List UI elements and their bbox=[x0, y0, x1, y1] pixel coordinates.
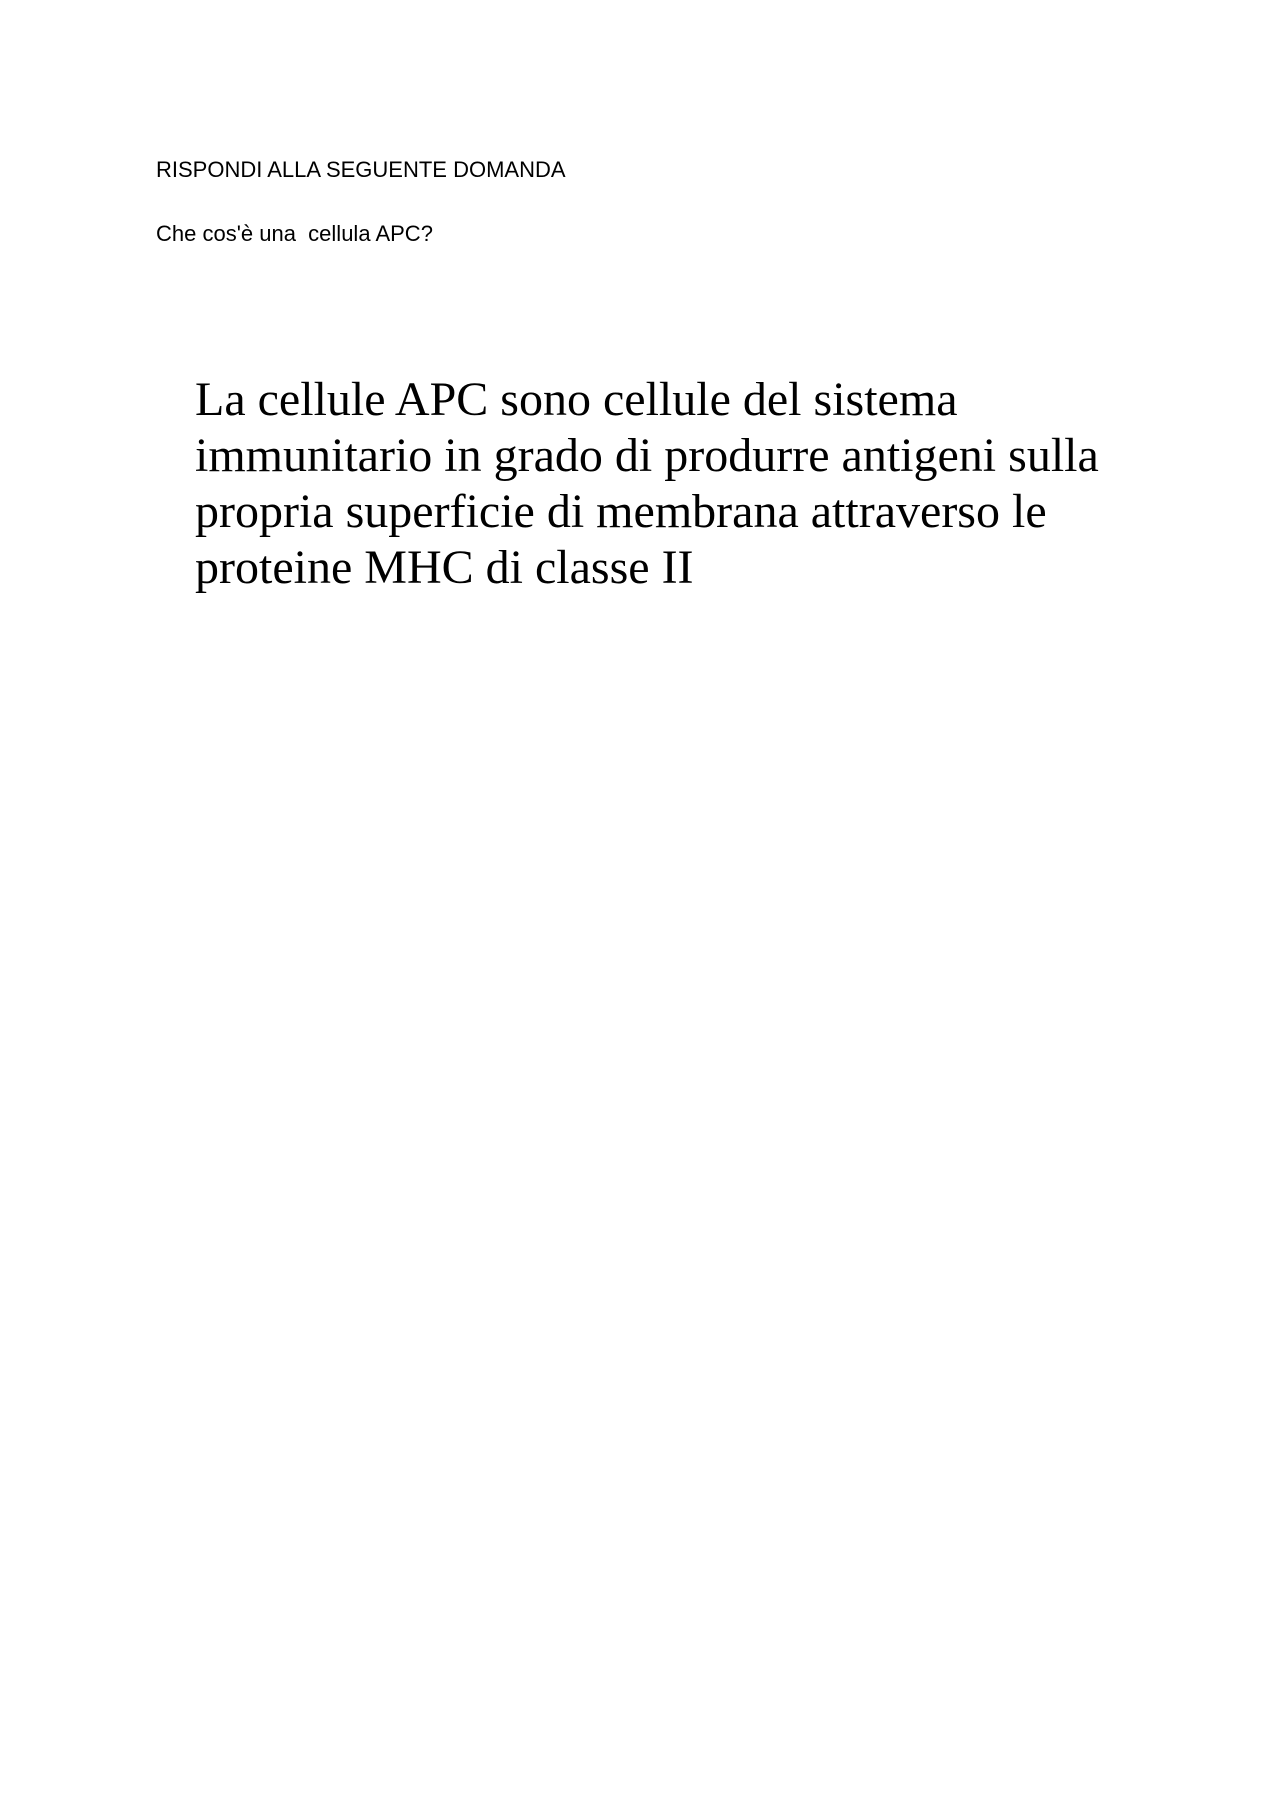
answer-line: immunitario in grado di produrre antigeni sulla bbox=[195, 429, 1099, 482]
answer-line: propria superficie di membrana attraverso le bbox=[195, 485, 1047, 538]
question-text: Che cos'è una cellula APC? bbox=[156, 221, 433, 246]
answer-text bbox=[195, 372, 1195, 596]
instruction-text: RISPONDI ALLA SEGUENTE DOMANDA bbox=[156, 157, 566, 182]
answer-line: proteine MHC di classe II bbox=[195, 541, 694, 594]
answer-line: La cellule APC sono cellule del sistema bbox=[195, 373, 958, 426]
